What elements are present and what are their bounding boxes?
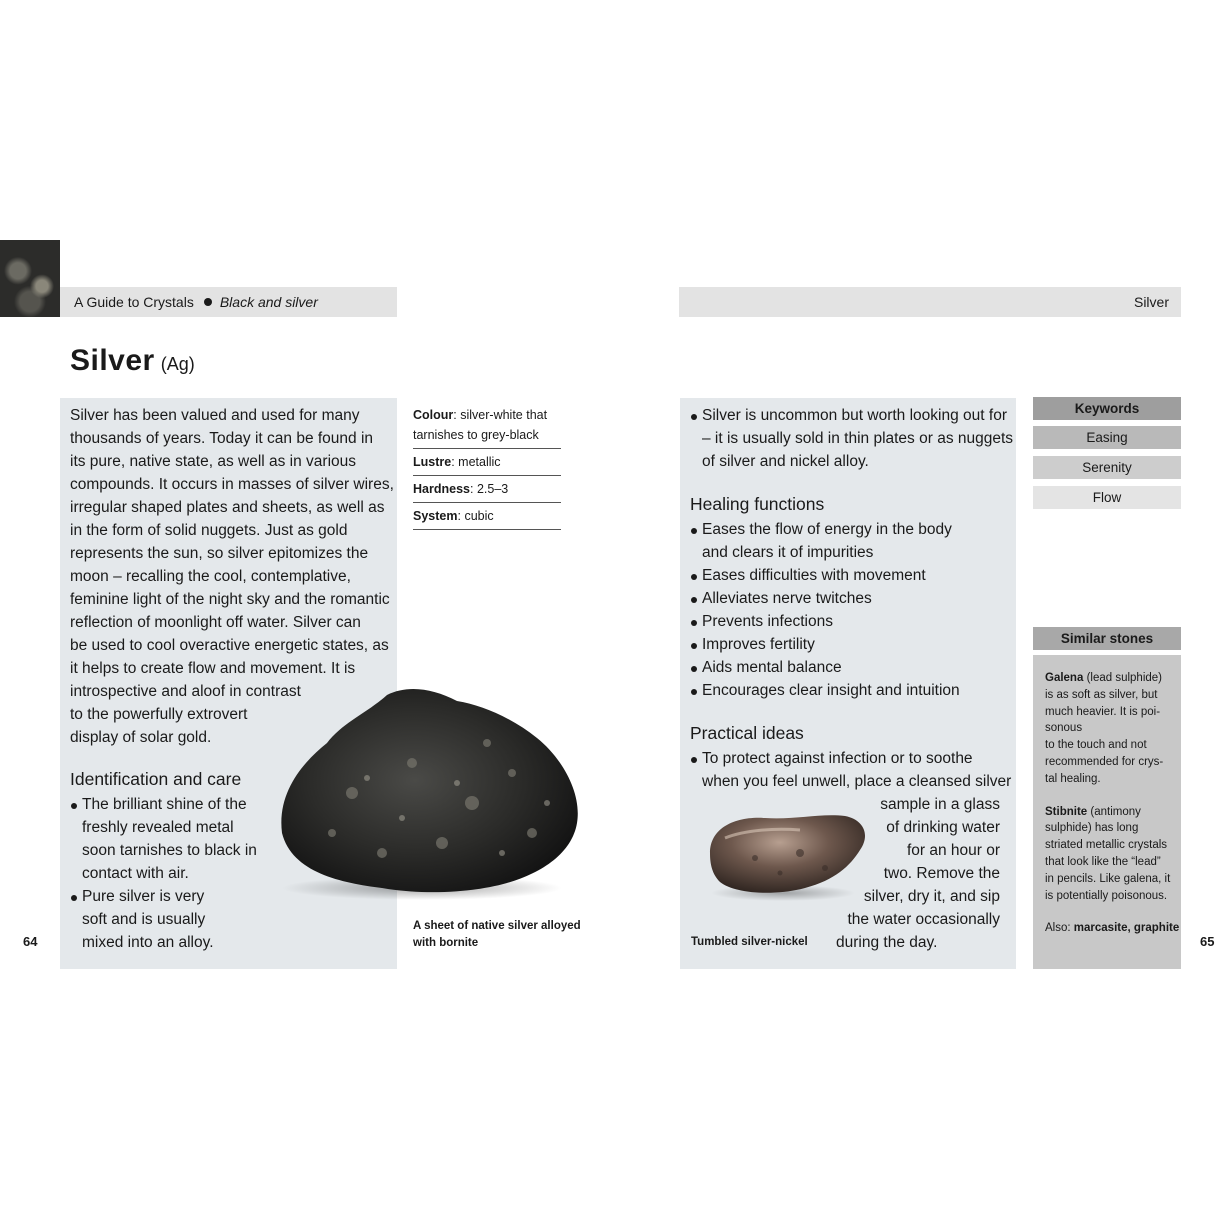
running-header-right: Silver [679,287,1181,317]
text-line: sulphide) has long [1045,822,1139,835]
chemical-formula: (Ag) [160,354,195,374]
page-number-right: 65 [1200,934,1215,949]
fact-value: metallic [458,455,501,469]
text-line: recommended for crys- [1045,755,1164,768]
intro-line: feminine light of the night sky and the romantic [70,591,390,608]
identification-list [70,793,270,954]
list-item: soft and is usually [82,911,206,928]
availability-note [690,404,1014,473]
intro-line: display of solar gold. [70,729,212,746]
list-item: – it is usually sold in thin plates or as nuggets [702,430,1014,447]
fact-colour: Colour: silver-white that tarnishes to grey-black [413,405,561,449]
intro-line: to the powerfully extrovert [70,706,248,723]
also-line [1045,920,1180,937]
text-line: sonous [1045,722,1083,735]
keywords-heading: Keywords [1033,397,1181,420]
list-item: mixed into an alloy. [82,934,214,951]
similar-stones-text [1045,670,1180,937]
also-label: Also: [1045,922,1071,935]
keyword-item: Serenity [1033,456,1181,479]
list-item: contact with air. [82,865,189,882]
page-title [70,344,195,378]
list-item: The brilliant shine of the [70,793,270,816]
intro-line: Silver has been valued and used for many [70,407,360,424]
fact-lustre: Lustre: metallic [413,452,561,476]
wrap-line: two. Remove the [883,865,1000,882]
practical-heading: Practical ideas [690,723,804,743]
list-item: Encourages clear insight and intuition [690,679,1010,702]
section-name: Black and silver [219,294,318,310]
practical-list [690,747,1010,793]
similar-stones-heading: Similar stones [1033,627,1181,650]
fact-label: Lustre [413,455,452,469]
page-number-left: 64 [23,934,38,949]
list-item: and clears it of impurities [702,544,874,561]
text-line: much heavier. It is poi- [1045,705,1161,718]
text-line: that look like the “lead” [1045,855,1161,868]
keyword-item: Easing [1033,426,1181,449]
list-item: Aids mental balance [690,656,1010,679]
list-item: Alleviates nerve twitches [690,587,1010,610]
list-item: Improves fertility [690,633,1010,656]
crystal-thumbnail [0,240,60,317]
intro-line: thousands of years. Today it can be found in [70,430,374,447]
native-silver-photo [272,683,584,901]
facts-box [413,405,561,533]
intro-line: be used to cool overactive energetic states, as [70,637,389,654]
intro-line: it helps to create flow and movement. It is [70,660,356,677]
text-line: is as soft as silver, but [1045,688,1158,701]
running-header-left [60,287,397,317]
list-item: Pure silver is very [70,885,270,908]
list-item: To protect against infection or to soothe [690,747,1010,770]
fact-value: cubic [464,509,494,523]
intro-line: reflection of moonlight off water. Silver can [70,614,361,631]
intro-line: moon – recalling the cool, contemplative, [70,568,351,585]
text-line: tal healing. [1045,772,1101,785]
also-items: marcasite, graphite [1073,922,1180,935]
intro-line: introspective and aloof in contrast [70,683,301,700]
wrap-line: for an hour or [906,842,1000,859]
wrap-line: the water occasionally [847,911,1000,928]
fact-value: silver-white that tarnishes to grey-black [413,408,548,442]
text-line: is potentially poisonous. [1045,889,1168,902]
fact-label: Colour [413,408,454,422]
tumbled-stone-photo [705,808,870,903]
intro-line: irregular shaped plates and sheets, as well as [70,499,385,516]
fact-value: 2.5–3 [476,482,509,496]
text-line: striated metallic crystals [1045,839,1168,852]
intro-line: represents the sun, so silver epitomizes the [70,545,369,562]
list-item: Prevents infections [690,610,1010,633]
identification-heading: Identification and care [70,769,242,789]
list-item: of silver and nickel alloy. [702,453,869,470]
text-line: to the touch and not [1045,739,1147,752]
bullet-separator [204,298,212,306]
list-item: Eases the flow of energy in the body [690,518,1010,541]
book-title: A Guide to Crystals [74,294,194,310]
wrap-line: sample in a glass [880,796,1000,813]
list-item: soon tarnishes to black in [82,842,257,859]
wrap-line: silver, dry it, and sip [863,888,1000,905]
stone-name: Silver [70,344,155,377]
practical-last-line: during the day. [836,934,938,951]
list-item: Eases difficulties with movement [690,564,1010,587]
intro-line: its pure, native state, as well as in various [70,453,357,470]
fact-label: System [413,509,458,523]
text-line: (lead sulphide) [1086,672,1162,684]
wrap-line: of drinking water [886,819,1000,836]
stibnite-name: Stibnite [1045,805,1088,818]
stibnite-first-line [1045,804,1177,821]
fact-label: Hardness [413,482,470,496]
text-line: in pencils. Like galena, it [1045,872,1171,885]
fact-system: System: cubic [413,506,561,530]
galena-first-line [1045,670,1177,687]
fact-hardness: Hardness: 2.5–3 [413,479,561,503]
galena-name: Galena [1045,672,1084,684]
intro-line: in the form of solid nuggets. Just as gold [70,522,348,539]
keyword-item: Flow [1033,486,1181,509]
list-item: when you feel unwell, place a cleansed silver [702,773,1012,790]
pebble-caption: Tumbled silver-nickel [691,936,808,948]
photo-caption: A sheet of native silver alloyed with bornite [413,920,581,949]
intro-line: compounds. It occurs in masses of silver wires, [70,476,394,493]
list-item: Silver is uncommon but worth looking out for [690,404,1010,427]
list-item: freshly revealed metal [82,819,234,836]
healing-heading: Healing functions [690,494,825,514]
text-line: (antimony [1090,805,1141,818]
healing-list [690,518,1010,702]
